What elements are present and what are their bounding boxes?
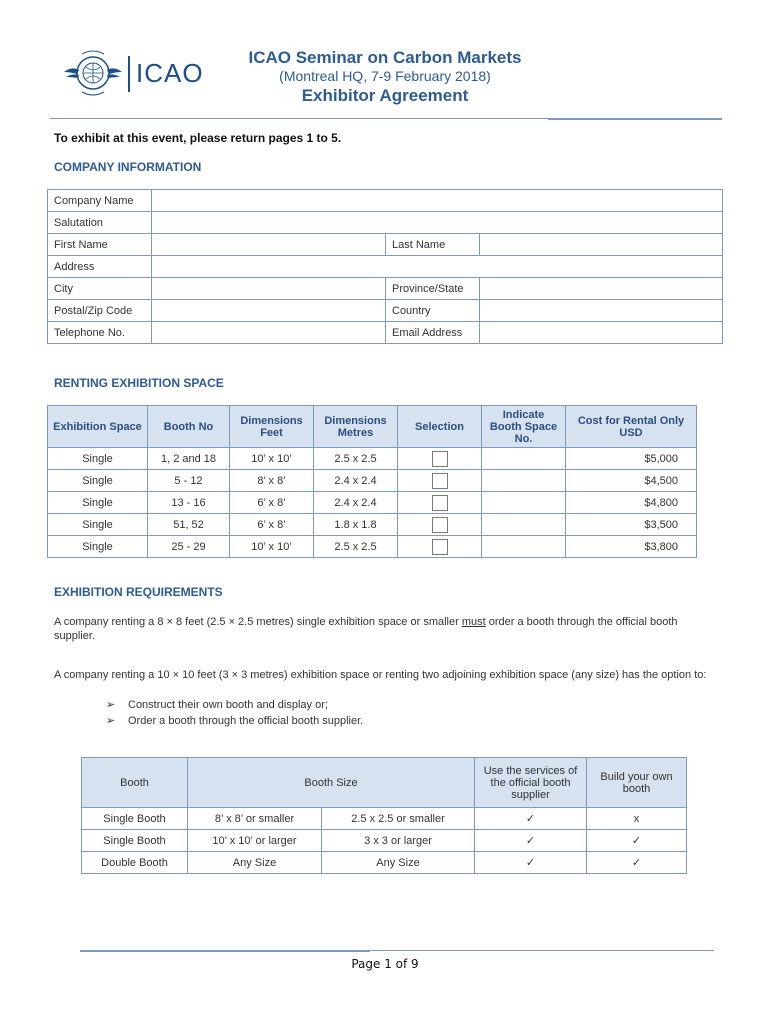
province-field[interactable]: [480, 278, 723, 300]
selection-cell: [398, 448, 482, 470]
logo-text: ICAO: [136, 58, 204, 88]
selection-checkbox[interactable]: [432, 473, 448, 489]
booth-options-table: [81, 757, 687, 874]
services-cell: ✓: [475, 830, 587, 852]
col-build-own: Build your own booth: [587, 758, 687, 808]
country-field[interactable]: [480, 300, 723, 322]
address-field[interactable]: [152, 256, 723, 278]
table-row: [48, 492, 697, 514]
col-dimensions-feet: Dimensions Feet: [230, 406, 314, 448]
selection-checkbox[interactable]: [432, 517, 448, 533]
table-row: [48, 514, 697, 536]
metres-cell: 2.4 x 2.4: [314, 492, 398, 514]
para1-emphasis: must: [461, 616, 486, 628]
selection-checkbox[interactable]: [432, 451, 448, 467]
country-label: Country: [386, 300, 480, 322]
metres-cell: 2.4 x 2.4: [314, 470, 398, 492]
size-metres-cell: 2.5 x 2.5 or smaller: [322, 808, 475, 830]
city-field[interactable]: [152, 278, 386, 300]
space-cell: Single: [48, 448, 148, 470]
company-info-table: [47, 189, 723, 344]
table-row: [82, 808, 687, 830]
header-divider-accent: [548, 118, 722, 120]
feet-cell: 8’ x 8’: [230, 470, 314, 492]
renting-heading: RENTING EXHIBITION SPACE: [54, 376, 224, 390]
booth-space-no-field[interactable]: [482, 448, 566, 470]
company-info-heading: COMPANY INFORMATION: [54, 160, 202, 174]
col-cost: Cost for Rental Only USD: [566, 406, 697, 448]
booth-cell: 13 - 16: [148, 492, 230, 514]
selection-cell: [398, 492, 482, 514]
selection-cell: [398, 514, 482, 536]
booth-cell: 5 - 12: [148, 470, 230, 492]
build-cell: ✓: [587, 830, 687, 852]
first-name-field[interactable]: [152, 234, 386, 256]
event-title: ICAO Seminar on Carbon Markets: [248, 48, 522, 67]
booth-space-no-field[interactable]: [482, 492, 566, 514]
telephone-field[interactable]: [152, 322, 386, 344]
email-field[interactable]: [480, 322, 723, 344]
space-cell: Single: [48, 514, 148, 536]
space-cell: Single: [48, 536, 148, 558]
feet-cell: 10’ x 10’: [230, 536, 314, 558]
requirements-bullets: [106, 697, 363, 729]
requirements-heading: EXHIBITION REQUIREMENTS: [54, 585, 223, 599]
telephone-label: Telephone No.: [48, 322, 152, 344]
page-number: Page 1 of 9: [351, 957, 419, 971]
footer-divider-accent: [80, 950, 370, 952]
table-row: [48, 470, 697, 492]
cost-cell: $3,800: [566, 536, 697, 558]
salutation-field[interactable]: [152, 212, 723, 234]
col-booth-space-no: Indicate Booth Space No.: [482, 406, 566, 448]
feet-cell: 10’ x 10’: [230, 448, 314, 470]
last-name-field[interactable]: [480, 234, 723, 256]
cost-cell: $4,500: [566, 470, 697, 492]
selection-checkbox[interactable]: [432, 539, 448, 555]
size-feet-cell: 10’ x 10’ or larger: [188, 830, 322, 852]
document-header: [0, 38, 770, 120]
build-cell: x: [587, 808, 687, 830]
selection-checkbox[interactable]: [432, 495, 448, 511]
size-metres-cell: Any Size: [322, 852, 475, 874]
requirements-paragraph-1: [54, 615, 710, 643]
col-booth: Booth: [82, 758, 188, 808]
table-row: [48, 448, 697, 470]
cost-cell: $5,000: [566, 448, 697, 470]
size-feet-cell: 8’ x 8’ or smaller: [188, 808, 322, 830]
services-cell: ✓: [475, 852, 587, 874]
bullet-text: Order a booth through the official booth supplier.: [128, 715, 364, 727]
selection-cell: [398, 470, 482, 492]
first-name-label: First Name: [48, 234, 152, 256]
feet-cell: 6’ x 8’: [230, 492, 314, 514]
postal-field[interactable]: [152, 300, 386, 322]
booth-cell: 51, 52: [148, 514, 230, 536]
arrow-bullet-icon: ➢: [106, 715, 116, 727]
table-row: [82, 852, 687, 874]
services-cell: ✓: [475, 808, 587, 830]
cost-cell: $4,800: [566, 492, 697, 514]
table-row: [82, 830, 687, 852]
metres-cell: 2.5 x 2.5: [314, 536, 398, 558]
space-cell: Single: [48, 470, 148, 492]
metres-cell: 1.8 x 1.8: [314, 514, 398, 536]
table-row: [48, 536, 697, 558]
list-item: [106, 697, 363, 713]
feet-cell: 6’ x 8’: [230, 514, 314, 536]
bullet-text: Construct their own booth and display or;: [128, 699, 328, 711]
list-item: [106, 713, 363, 729]
booth-type-cell: Double Booth: [82, 852, 188, 874]
col-selection: Selection: [398, 406, 482, 448]
booth-space-no-field[interactable]: [482, 536, 566, 558]
booth-cell: 1, 2 and 18: [148, 448, 230, 470]
col-dimensions-metres: Dimensions Metres: [314, 406, 398, 448]
booth-type-cell: Single Booth: [82, 830, 188, 852]
event-subtitle: (Montreal HQ, 7-9 February 2018): [279, 68, 491, 84]
col-use-services: Use the services of the official booth supplier: [475, 758, 587, 808]
requirements-paragraph-2: A company renting a 10 × 10 feet (3 × 3 metres) exhibition space or renting two adjoining exhibition space (any size) has the option to:: [54, 669, 707, 681]
city-label: City: [48, 278, 152, 300]
para1-text-a: A company renting a 8 × 8 feet (2.5 × 2.5 metres) single exhibition space or smaller: [54, 616, 462, 628]
company-name-field[interactable]: [152, 190, 723, 212]
company-name-label: Company Name: [48, 190, 152, 212]
postal-label: Postal/Zip Code: [48, 300, 152, 322]
size-metres-cell: 3 x 3 or larger: [322, 830, 475, 852]
para1-text-b: order a booth through the official booth supplier.: [54, 616, 678, 642]
salutation-label: Salutation: [48, 212, 152, 234]
document-title: Exhibitor Agreement: [301, 86, 469, 105]
booth-cell: 25 - 29: [148, 536, 230, 558]
renting-table: [47, 405, 697, 558]
booth-type-cell: Single Booth: [82, 808, 188, 830]
booth-space-no-field[interactable]: [482, 470, 566, 492]
size-feet-cell: Any Size: [188, 852, 322, 874]
email-label: Email Address: [386, 322, 480, 344]
arrow-bullet-icon: ➢: [106, 699, 116, 711]
col-booth-size: Booth Size: [188, 758, 475, 808]
space-cell: Single: [48, 492, 148, 514]
intro-text: To exhibit at this event, please return pages 1 to 5.: [54, 131, 342, 145]
province-label: Province/State: [386, 278, 480, 300]
address-label: Address: [48, 256, 152, 278]
metres-cell: 2.5 x 2.5: [314, 448, 398, 470]
selection-cell: [398, 536, 482, 558]
build-cell: ✓: [587, 852, 687, 874]
cost-cell: $3,500: [566, 514, 697, 536]
booth-space-no-field[interactable]: [482, 514, 566, 536]
col-booth-no: Booth No: [148, 406, 230, 448]
col-exhibition-space: Exhibition Space: [48, 406, 148, 448]
last-name-label: Last Name: [386, 234, 480, 256]
